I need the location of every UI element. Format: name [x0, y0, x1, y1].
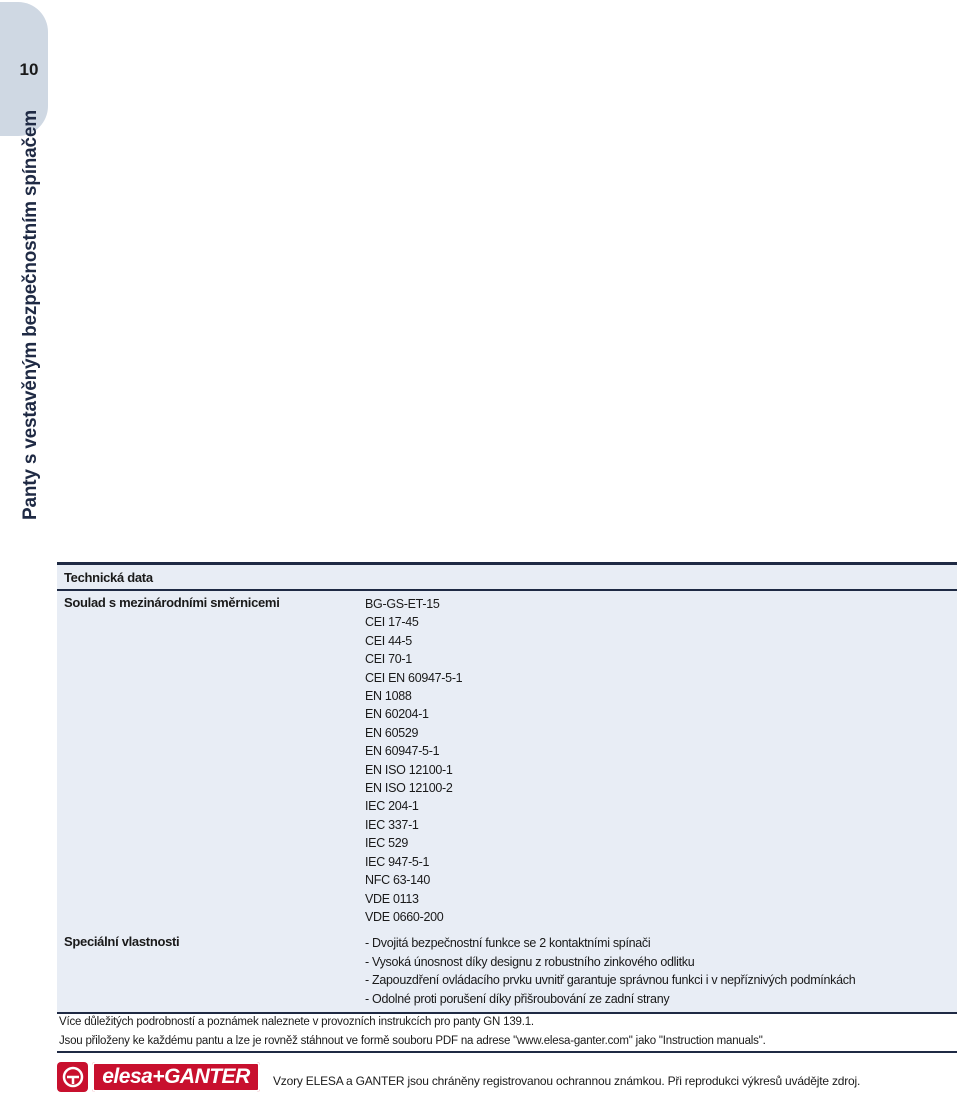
technical-data-table: [57, 562, 957, 1014]
standard-item: BG-GS-ET-15: [365, 597, 440, 611]
standard-item: IEC 947-5-1: [365, 854, 430, 869]
table-row-standards: [57, 591, 957, 930]
elesa-ganter-logo: [57, 1062, 261, 1092]
standard-item: EN 60204-1: [365, 707, 429, 722]
standard-item: VDE 0113: [365, 891, 419, 906]
feature-item: - Vysoká únosnost díky designu z robustního zinkového odlitku: [365, 954, 695, 969]
notes-section: [57, 1013, 957, 1053]
standard-item: CEI 70-1: [365, 652, 412, 667]
side-title: Panty s vestavěným bezpečnostním spínačem: [20, 110, 41, 520]
standard-item: EN 1088: [365, 689, 412, 704]
standard-item: CEI 44-5: [365, 633, 412, 648]
feature-item: - Odolné proti porušení díky přišroubování ze zadní strany: [365, 991, 670, 1006]
standard-item: EN 60529: [365, 725, 419, 740]
table-header: Technická data: [57, 565, 957, 591]
standard-item: IEC 529: [365, 836, 409, 851]
note-line: Více důležitých podrobností a poznámek naleznete v provozních instrukcích pro panty GN 139.1.: [59, 1016, 534, 1028]
notes-divider: [57, 1051, 957, 1053]
standard-item: CEI EN 60947-5-1: [365, 670, 463, 685]
logo-wordmark: elesa+GANTER: [92, 1062, 260, 1092]
standard-item: EN ISO 12100-2: [365, 781, 453, 796]
feature-item: - Zapouzdření ovládacího prvku uvnitř garantuje správnou funkci i v nepříznivých podmínkách: [365, 973, 856, 988]
standard-item: EN 60947-5-1: [365, 744, 440, 759]
standards-list: [365, 591, 462, 930]
table-row-features: [57, 930, 957, 1012]
row-label-features: Speciální vlastnosti: [64, 934, 180, 950]
features-list: [365, 930, 855, 1012]
feature-item: - Dvojitá bezpečnostní funkce se 2 kontaktními spínači: [365, 936, 651, 951]
standard-item: CEI 17-45: [365, 615, 419, 630]
standard-item: IEC 204-1: [365, 799, 419, 814]
standard-item: EN ISO 12100-1: [365, 762, 453, 777]
standard-item: NFC 63-140: [365, 873, 431, 888]
trademark-notice: Vzory ELESA a GANTER jsou chráněny registrovanou ochrannou známkou. Při reprodukci výkresů uvádějte zdroj.: [273, 1074, 861, 1088]
note-line: Jsou přiloženy ke každému pantu a lze je rovněž stáhnout ve formě souboru PDF na adrese "www.elesa-ganter.com" jako "Instruction manuals".: [59, 1035, 766, 1047]
logo-mark-icon: [57, 1062, 88, 1092]
standard-item: VDE 0660-200: [365, 909, 444, 924]
standard-item: IEC 337-1: [365, 817, 419, 832]
page-number: 10: [19, 60, 39, 79]
row-label-standards: Soulad s mezinárodními směrnicemi: [64, 595, 280, 610]
